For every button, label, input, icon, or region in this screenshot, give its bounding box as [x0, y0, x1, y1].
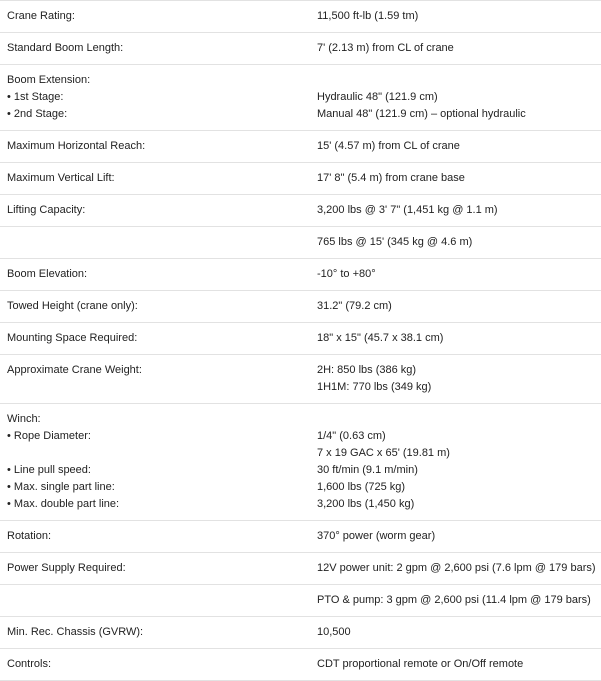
spec-label-line: Maximum Horizontal Reach:	[7, 140, 146, 152]
spec-label-line: Boom Elevation:	[7, 268, 88, 280]
spec-row	[0, 33, 601, 65]
spec-value-line: 1H1M: 770 lbs (349 kg)	[317, 381, 432, 393]
spec-row	[0, 227, 601, 259]
spec-value-cell	[309, 259, 601, 291]
spec-label-cell	[0, 259, 309, 291]
spec-value-cell	[309, 65, 601, 131]
spec-value-line: Hydraulic 48" (121.9 cm)	[317, 91, 438, 103]
spec-label-line	[7, 234, 309, 251]
spec-row	[0, 585, 601, 617]
spec-value-cell	[309, 553, 601, 585]
spec-label-cell	[0, 585, 309, 617]
spec-value-line: 3,200 lbs @ 3' 7" (1,451 kg @ 1.1 m)	[317, 204, 498, 216]
spec-label-line: • Line pull speed:	[7, 464, 91, 476]
spec-label-line	[7, 592, 309, 609]
spec-value-line: Manual 48" (121.9 cm) – optional hydraulic	[317, 108, 526, 120]
spec-value-line: PTO & pump: 3 gpm @ 2,600 psi (11.4 lpm @ 179 bars)	[317, 594, 591, 606]
spec-value-cell	[309, 1, 601, 33]
spec-row	[0, 323, 601, 355]
spec-label-line: • Rope Diameter:	[7, 430, 91, 442]
spec-label-cell	[0, 521, 309, 553]
spec-label-cell	[0, 1, 309, 33]
spec-label-line: Rotation:	[7, 530, 52, 542]
spec-value-line	[317, 72, 601, 89]
spec-value-cell	[309, 33, 601, 65]
spec-value-line: 1/4" (0.63 cm)	[317, 430, 386, 442]
spec-label-line: Maximum Vertical Lift:	[7, 172, 115, 184]
spec-label-cell	[0, 33, 309, 65]
spec-row	[0, 617, 601, 649]
spec-row	[0, 355, 601, 404]
spec-value-line: 30 ft/min (9.1 m/min)	[317, 464, 418, 476]
spec-value-cell	[309, 195, 601, 227]
spec-label-line: Boom Extension:	[7, 74, 91, 86]
spec-label-line: Controls:	[7, 658, 52, 670]
spec-value-line: 370° power (worm gear)	[317, 530, 436, 542]
spec-value-line: 31.2" (79.2 cm)	[317, 300, 392, 312]
spec-value-cell	[309, 131, 601, 163]
spec-value-line: 3,200 lbs (1,450 kg)	[317, 498, 415, 510]
spec-value-cell	[309, 323, 601, 355]
spec-value-cell	[309, 227, 601, 259]
spec-label-line: Towed Height (crane only):	[7, 300, 138, 312]
spec-label-line: Mounting Space Required:	[7, 332, 138, 344]
spec-value-cell	[309, 585, 601, 617]
spec-value-line: 10,500	[317, 626, 351, 638]
spec-label-cell	[0, 323, 309, 355]
spec-label-line	[7, 445, 309, 462]
spec-value-line: 17' 8" (5.4 m) from crane base	[317, 172, 465, 184]
spec-label-line: • Max. double part line:	[7, 498, 120, 510]
spec-label-cell	[0, 355, 309, 404]
spec-value-line: 7 x 19 GAC x 65' (19.81 m)	[317, 447, 450, 459]
spec-label-line: Power Supply Required:	[7, 562, 126, 574]
spec-value-line: 18" x 15" (45.7 x 38.1 cm)	[317, 332, 444, 344]
spec-value-cell	[309, 355, 601, 404]
spec-row	[0, 65, 601, 131]
spec-value-line: 2H: 850 lbs (386 kg)	[317, 364, 417, 376]
spec-value-line: 11,500 ft-lb (1.59 tm)	[317, 10, 419, 22]
spec-label-cell	[0, 649, 309, 681]
spec-label-cell	[0, 195, 309, 227]
spec-row	[0, 131, 601, 163]
spec-value-line: -10° to +80°	[317, 268, 376, 280]
spec-label-cell	[0, 65, 309, 131]
spec-value-cell	[309, 617, 601, 649]
spec-label-line: Winch:	[7, 413, 41, 425]
spec-value-cell	[309, 404, 601, 521]
spec-label-line: • Max. single part line:	[7, 481, 115, 493]
spec-label-line: Lifting Capacity:	[7, 204, 86, 216]
spec-value-cell	[309, 163, 601, 195]
spec-label-cell	[0, 553, 309, 585]
spec-row	[0, 163, 601, 195]
spec-row	[0, 649, 601, 681]
spec-value-line: CDT proportional remote or On/Off remote	[317, 658, 524, 670]
spec-label-line: • 1st Stage:	[7, 91, 64, 103]
spec-value-line: 7' (2.13 m) from CL of crane	[317, 42, 454, 54]
spec-row	[0, 195, 601, 227]
spec-row	[0, 521, 601, 553]
spec-label-line: Standard Boom Length:	[7, 42, 124, 54]
spec-label-line: Min. Rec. Chassis (GVRW):	[7, 626, 144, 638]
spec-row	[0, 553, 601, 585]
spec-label-cell	[0, 163, 309, 195]
spec-value-cell	[309, 649, 601, 681]
spec-value-line: 765 lbs @ 15' (345 kg @ 4.6 m)	[317, 236, 473, 248]
spec-label-line: Crane Rating:	[7, 10, 75, 22]
specifications-table-body	[0, 1, 601, 681]
spec-value-line	[317, 411, 601, 428]
spec-row	[0, 291, 601, 323]
spec-label-line: Approximate Crane Weight:	[7, 364, 142, 376]
spec-label-cell	[0, 404, 309, 521]
spec-row	[0, 1, 601, 33]
spec-label-line: • 2nd Stage:	[7, 108, 68, 120]
spec-row	[0, 404, 601, 521]
spec-row	[0, 259, 601, 291]
spec-value-line: 12V power unit: 2 gpm @ 2,600 psi (7.6 lpm @ 179 bars)	[317, 562, 596, 574]
spec-label-cell	[0, 291, 309, 323]
spec-label-cell	[0, 227, 309, 259]
spec-value-cell	[309, 521, 601, 553]
spec-value-line: 15' (4.57 m) from CL of crane	[317, 140, 460, 152]
spec-value-cell	[309, 291, 601, 323]
spec-label-cell	[0, 131, 309, 163]
spec-value-line: 1,600 lbs (725 kg)	[317, 481, 406, 493]
spec-label-cell	[0, 617, 309, 649]
